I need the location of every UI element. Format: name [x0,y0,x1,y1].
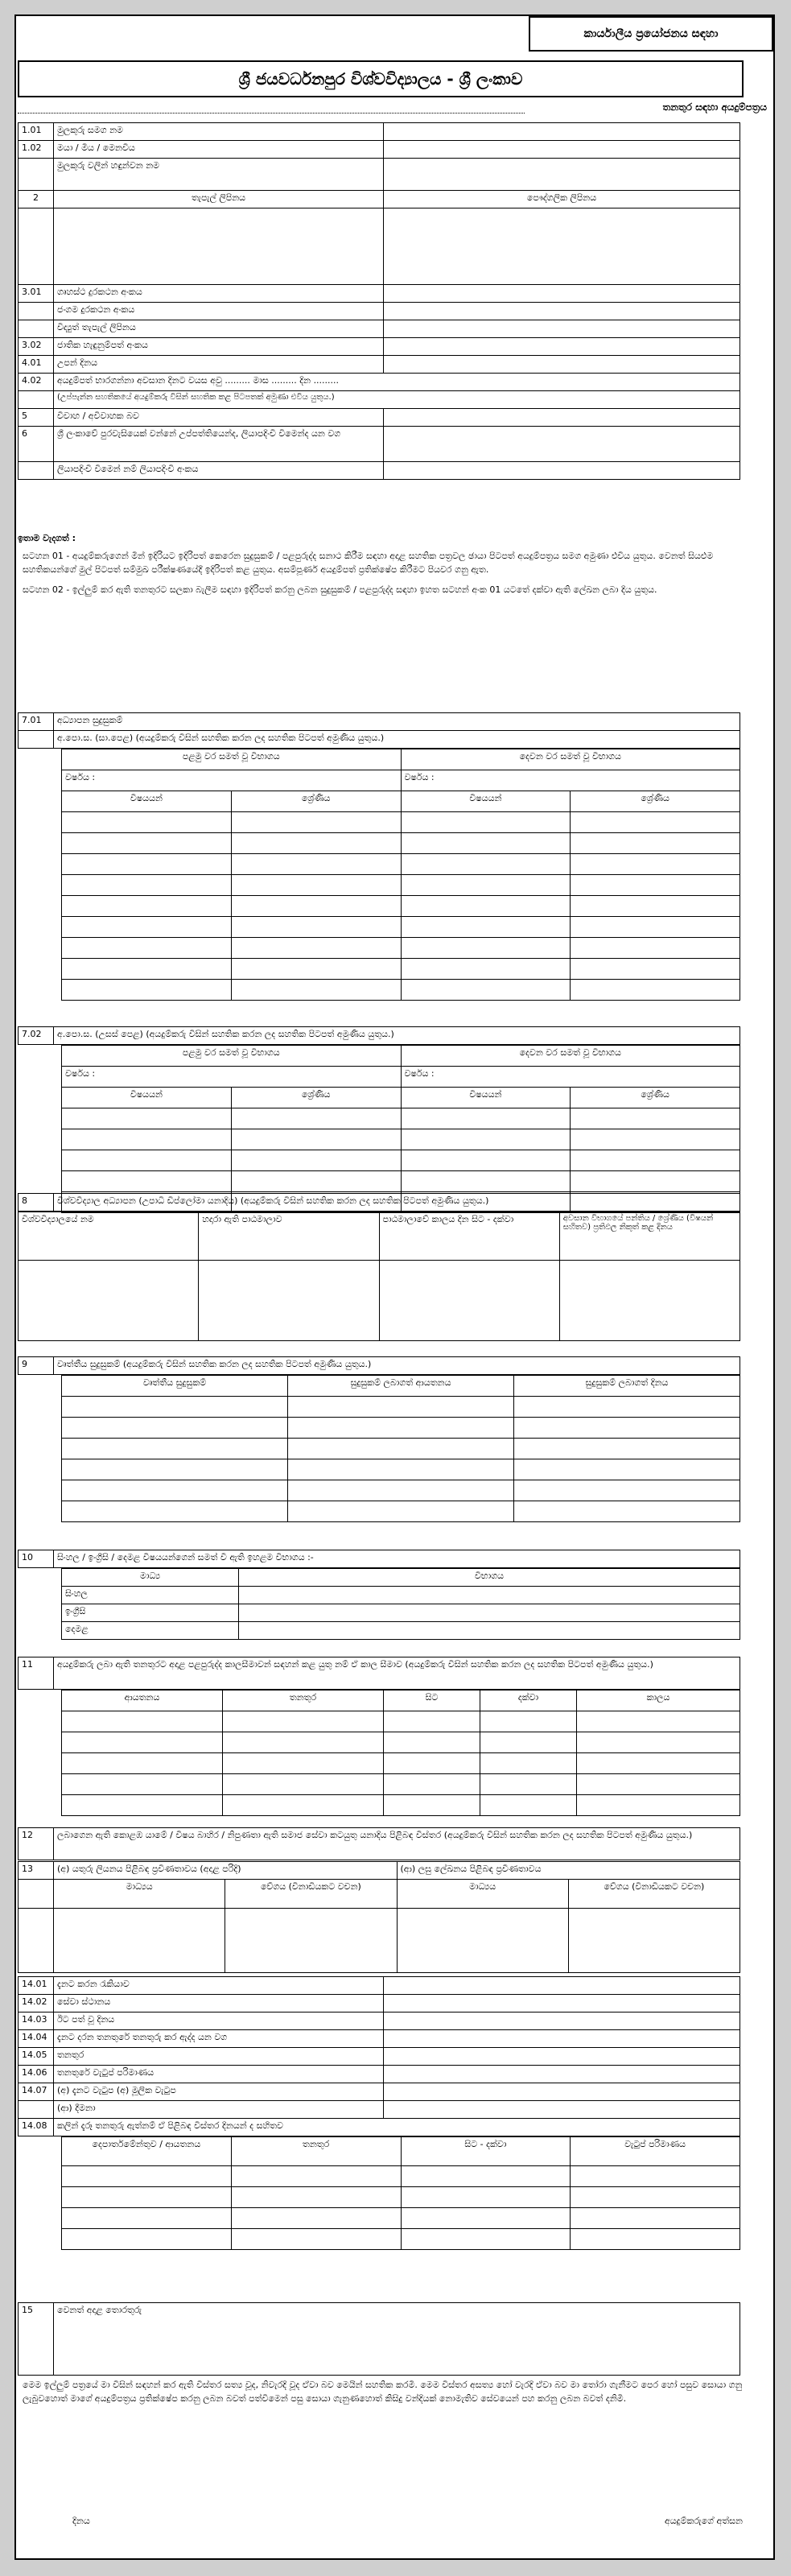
allowances[interactable] [384,2101,740,2119]
confirmed[interactable] [384,2030,740,2048]
experience-section: 11 අයදුම්කරු ලබා ඇති තනතුරට අදාළ පළපුරුද්ද කාලසීමාවන් සඳහන් කළ යුතු නම් ඒ කාල සීමාව (අයදුම්කරු විසින් සහතික කරන ලද සහතික පිටපත් අමුණිය යුතුය.) ආයතනය තනතුර සිට දක්වා කාලය [18,1657,740,1816]
private-address-field[interactable] [384,208,740,285]
appointment-date[interactable] [384,2013,740,2030]
page-title: ශ්‍රී ජයවර්ධනපුර විශ්වවිද්‍යාලය - ශ්‍රී ලංකාව [18,60,744,97]
uni-cell[interactable] [19,1261,199,1341]
professional-section: 9 වෘත්තීය සුදුසුකම් (අයදුම්කරු විසින් සහතික කරන ලද සහතික පිටපත් අමුණිය යුතුය.) වෘත්තීය සුදුසුකම් සුදුසුකම් ලබාගත් ආයතනය සුදුසුකම් ලබාගත් දිනය [18,1356,740,1522]
university-section: 8 විශ්වවිද්‍යාල අධ්‍යාපන (උපාධි ඩිප්ලෝමා යනාදිය) (අයදුම්කරු විසින් සහතික කරන ලද සහතික පිටපත් අමුණිය යුතුය.) විශ්වවිද්‍යාලයේ නම හදාරා ඇති පාඨමාලාව පාඨමාලාවේ කාලය දින සිට - දක්වා අවසාන විභාගයේ පන්තිය / ශ්‍රේණිය (විෂයන් සහිතව) ප්‍රතිඵල නිකුත් කළ දිනය [18,1193,740,1341]
language-section: 10 සිංහල / ඉංග්‍රීසි / දෙමළ විෂයයන්ගෙන් සමත් වී ඇති ඉහළම විභාගය :- මාධ්‍ය විභාගය සිංහල ඉංග්‍රීසි දෙමළ [18,1550,740,1640]
registration-field[interactable] [384,462,740,480]
extra-section: 15 වෙනත් අදාළ තොරතුරු [18,2302,740,2376]
al-cell[interactable] [62,1108,232,1129]
important-notes: ඉතාම වැදගත් : සටහන 01 - අයදුම්කරුගෙන් මින් ඉදිරියට ඉදිරිපත් කෙරෙන සුදුසුකම් / පළපුරුද්ද සනාථ කිරීම සඳහා අදාළ සහතික පත්‍රවල ඡායා පිටපත් අයදුම්පත්‍රය සමග අමුණා එවිය යුතුය. වෙනත් සියළුම සහතිකයන්ගේ මුල් පිටපත් සම්මුඛ පරීක්ෂණයේදී ඉදිරිපත් කළ යුතුය. අසම්පූර්ණ අයදුම්පත් ප්‍රතික්ෂේප කිරීමට පියවර ගනු ඇත. සටහන 02 - ඉල්ලුම් කර ඇති තනතුරට සලකා බැලීම සඳහා ඉදිරිපත් කරනු ලබන සුදුසුකම් / පළපුරුද්ද සඳහා ඉහත සටහන් අංක 01 යටතේ දක්වා ඇති ලේඛන ලබා දිය යුතුය. [18,533,714,595]
other-section: 12 ලබාගෙන ඇති කොළඹ යාමේ / විෂය බාහිර / නිපුණතා ඇති සමාජ සේවා කටයුතු යනාදිය පිළිබඳ විස්තර (අයදුම්කරු විසින් සහතික කරන ලද සහතික පිටපත් අමුණිය යුතුය.) [18,1827,740,1860]
typing-section: 13 (අ) යතුරු ලියනය පිළිබඳ ප්‍රවීණතාවය (අදාළ පරිදි) (ආ) ලඝු ලේඛනය පිළිබඳ ප්‍රවීණතාවය මාධ්‍යය වේගය (විනාඩියකට වචන) මාධ්‍යය වේගය (විනාඩියකට වචන) [18,1861,740,1973]
prev-cell[interactable] [62,2166,232,2187]
nic-field[interactable] [384,338,740,356]
known-name-field[interactable] [384,159,740,191]
ol-section: 7.01 අධ්‍යාපන සුදුසුකම් අ.පො.ස. (සා.පෙළ) (අයදුම්කරු විසින් සහතික කරන ලද සහතික පිටපත් අමුණිය යුතුය.) පළමු වර සමත් වූ විභාගය දෙවන වර සමත් වූ විභාගය වර්ෂය : වර්ෂය : විෂයයන් ශ්‍රේණිය විෂයයන් ශ්‍රේණිය [18,712,740,1001]
typing-cell[interactable] [54,1909,225,1973]
post[interactable] [384,2048,740,2066]
citizenship-field[interactable] [384,427,740,462]
home-phone-field[interactable] [384,285,740,303]
basic-salary[interactable] [384,2083,740,2101]
form-title: තනතුර සඳහා අයදුම්පත්‍රය [662,101,767,113]
exp-cell[interactable] [62,1711,223,1732]
sinhala-exam[interactable] [239,1587,740,1604]
postal-address-field[interactable] [54,208,384,285]
dob-field[interactable] [384,356,740,374]
salary-scale[interactable] [384,2066,740,2083]
ol-cell[interactable] [62,812,232,833]
email-field[interactable] [384,320,740,338]
signature-label: අයදුම්කරුගේ අත්සන [664,2516,743,2526]
workplace[interactable] [384,1995,740,2013]
current-employment: 14.01 දැනට කරන රැකියාව 14.02 සේවා ස්ථානය 14.03 ඊට පත් වූ දිනය 14.04 දැනට දරන තනතුරේ තනතුරු කර ඇද්ද යන වග 14.05 තනතුර 14.06 තනතුරේ වැටුප් පරිමාණය 14.07 (අ) දැනට වැටුප (අ) මූලික වැටුප (ආ) දීමනා 14.08 කලින් දැරූ තනතුරු ඇත්නම් ඒ පිළිබඳ විස්තර දිනයන් ද සහිතව දෙපාර්තමේන්තුව / ආයතනය තනතුර සිට - දක්වා වැටුප් පරිමාණය [18,1976,740,2250]
name-field[interactable] [384,123,740,141]
civil-status-field[interactable] [384,409,740,427]
tamil-exam[interactable] [239,1622,740,1640]
declaration: මෙම ඉල්ලුම් පත්‍රයේ මා විසින් සඳහන් කර ඇති විස්තර සත්‍ය වූද, නිවැරදි වූද ඒවා බව මෙයින් සහතික කරමි. මෙම විස්තර අසත්‍ය හෝ වැරදි ඒවා බව මා තෝරා ගැනීමට පෙර හෝ පසුව සොයා ගනු ලැබුවහොත් මාගේ අයදුම්පත්‍රය ප්‍රතික්ෂේප කරනු ලබන බවත් පත්වීමෙන් පසු සොයා ගැනුණහොත් කිසිදු වන්දියක් නොමැතිව සේවයෙන් පහ කරනු ලබන බවත් දනිමි. [23,2380,743,2404]
title-field[interactable] [384,141,740,159]
date-label: දිනය [72,2516,90,2526]
office-use-box: කාර්යාලීය ප්‍රයෝජනය සඳහා [529,16,773,52]
personal-section: 1.01 මුලකුරු සමග නම 1.02 මයා / මිය / මෙනවිය මුලකුරු වලින් හඳුන්වන නම 2 තැපැල් ලිපිනය පෞද්ගලික ලිපිනය 3.01 ගෘහස්ථ දුරකථන අංකය ජංගම දුරකථන අංකය විද්‍යුත් තැපැල් ලිපිනය 3.02 ජාතික හැඳුනුම්පත් අංකය 4.01 උපන් දිනය 4.02 අයදුම්පත් භාරගන්නා අවසාන දිනට වයස අවු ......... මාස ......... දින ......... (උප්පැන්න සහතිකයේ අයදුම්කරු විසින් සහතික කළ පිටපතක් අමුණා එවිය යුතුය.) 5 විවාහ / අවිවාහක බව 6 ශ්‍රී ලංකාවේ පුරවැසියෙක් වන්නේ උප්පත්තියෙන්ද, ලියාපදිංචි වීමෙන්ද යන වග ලියාපදිංචි වීමෙන් නම් ලියාපදිංචි අංකය [18,122,740,480]
current-job[interactable] [384,1977,740,1995]
al-section: 7.02 අ.පො.ස. (උසස් පෙළ) (අයදුම්කරු විසින් සහතික කරන ලද සහතික පිටපත් අමුණිය යුතුය.) පළමු වර සමත් වූ විභාගය දෙවන වර සමත් වූ විභාගය වර්ෂය : වර්ෂය : විෂයයන් ශ්‍රේණිය විෂයයන් ශ්‍රේණිය [18,1026,740,1213]
english-exam[interactable] [239,1604,740,1622]
divider [18,113,525,114]
mobile-field[interactable] [384,303,740,320]
prof-cell[interactable] [62,1397,288,1418]
